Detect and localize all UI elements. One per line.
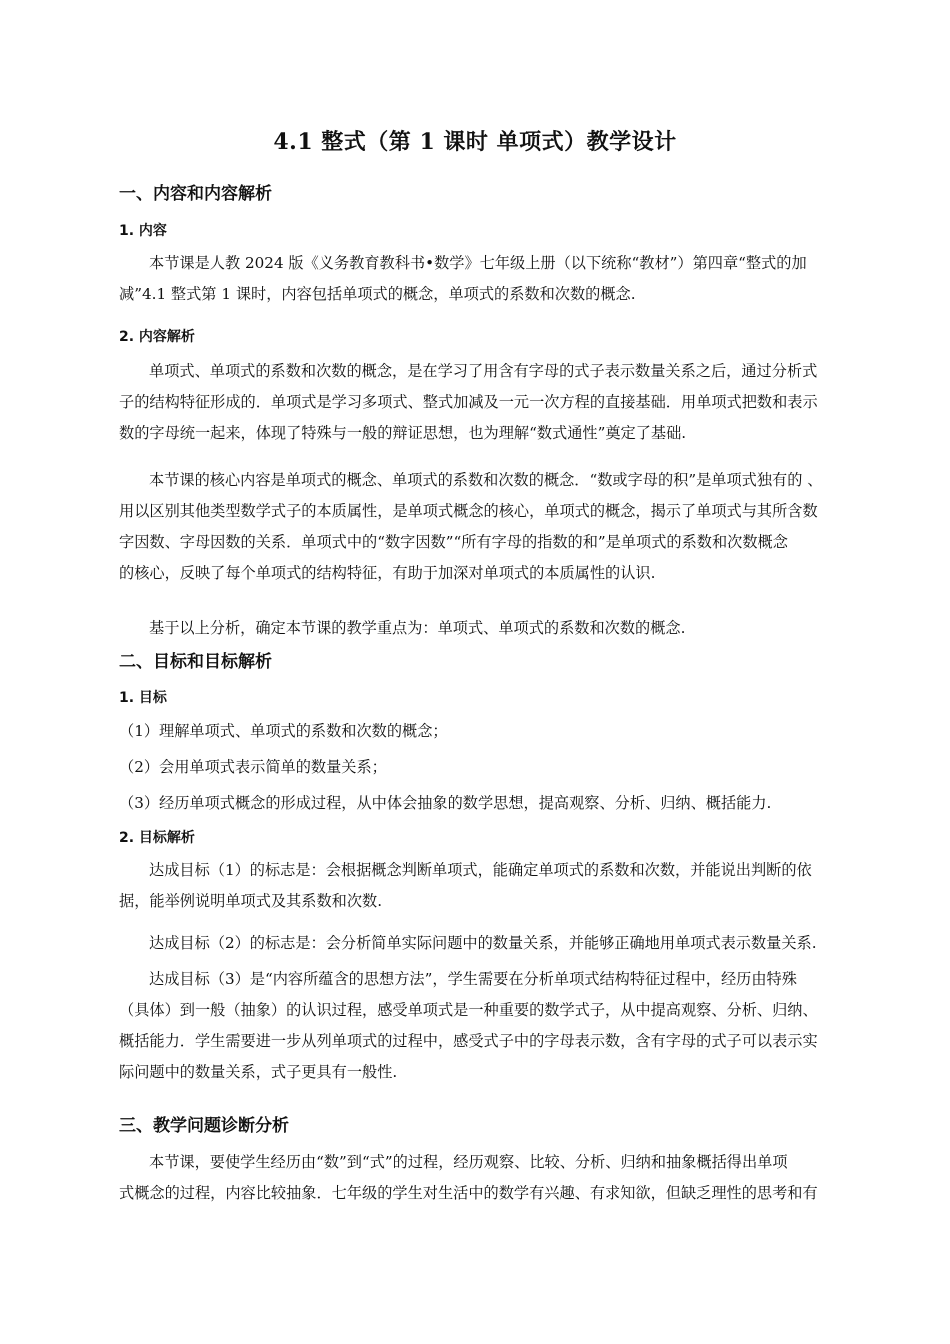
paragraph-line: 式概念的过程，内容比较抽象．七年级的学生对生活中的数学有兴趣、有求知欲，但缺乏理性的思考和有 — [119, 1184, 818, 1202]
paragraph-line: 达成目标（2）的标志是：会分析简单实际问题中的数量关系，并能够正确地用单项式表示数量关系. — [149, 934, 817, 952]
paragraph-line: 际问题中的数量关系，式子更具有一般性. — [119, 1063, 398, 1081]
goal-item-1: （1）理解单项式、单项式的系数和次数的概念； — [119, 722, 448, 740]
paragraph-line: 子的结构特征形成的．单项式是学习多项式、整式加减及一元一次方程的直接基础．用单项式把数和表示 — [119, 393, 818, 411]
paragraph-goals-analysis-1 — [119, 855, 869, 917]
paragraph-line: 达成目标（1）的标志是：会根据概念判断单项式，能确定单项式的系数和次数，并能说出判断的依 — [149, 861, 812, 879]
paragraph-line: 概括能力．学生需要进一步从列单项式的过程中，感受式子中的字母表示数，含有字母的式子可以表示实 — [119, 1032, 818, 1050]
paragraph-line: 据，能举例说明单项式及其系数和次数. — [119, 892, 383, 910]
paragraph-line: （具体）到一般（抽象）的认识过程，感受单项式是一种重要的数学式子，从中提高观察、分析、归纳、 — [119, 1001, 818, 1019]
subheading-goals: 1. 目标 — [119, 690, 167, 706]
paragraph-line: 达成目标（3）是“内容所蕴含的思想方法”，学生需要在分析单项式结构特征过程中，经历由特殊 — [149, 970, 797, 988]
goal-item-3: （3）经历单项式概念的形成过程，从中体会抽象的数学思想，提高观察、分析、归纳、概括能力. — [119, 794, 772, 812]
section-heading-diagnosis: 三、教学问题诊断分析 — [119, 1116, 289, 1136]
paragraph-line: 单项式、单项式的系数和次数的概念，是在学习了用含有字母的式子表示数量关系之后，通过分析式 — [149, 362, 818, 380]
paragraph-line: 数的字母统一起来，体现了特殊与一般的辩证思想，也为理解“数式通性”奠定了基础. — [119, 424, 687, 442]
paragraph-line: 用以区别其他类型数学式子的本质属性，是单项式概念的核心，单项式的概念，揭示了单项式与其所含数 — [119, 502, 818, 520]
paragraph-line: 本节课的核心内容是单项式的概念、单项式的系数和次数的概念．“数或字母的积”是单项式独有的 、 — [149, 471, 823, 489]
paragraph-line: 本节课，要使学生经历由“数”到“式”的过程，经历观察、比较、分析、归纳和抽象概括得出单项 — [149, 1153, 788, 1171]
paragraph-goals-analysis-2 — [119, 928, 869, 959]
paragraph-diagnosis-1 — [119, 1147, 869, 1209]
section-heading-goals: 二、目标和目标解析 — [119, 652, 272, 672]
paragraph-line: 减”4.1 整式第 1 课时，内容包括单项式的概念，单项式的系数和次数的概念. — [119, 285, 636, 303]
paragraph-content — [119, 248, 869, 310]
section-heading-content: 一、内容和内容解析 — [119, 184, 272, 204]
paragraph-line: 的核心，反映了每个单项式的结构特征，有助于加深对单项式的本质属性的认识. — [119, 564, 656, 582]
paragraph-content-analysis-1 — [119, 356, 869, 449]
subheading-content-analysis: 2. 内容解析 — [119, 329, 195, 345]
goal-item-2: （2）会用单项式表示简单的数量关系； — [119, 758, 387, 776]
paragraph-goals-analysis-3 — [119, 964, 869, 1088]
paragraph-line: 本节课是人教 2024 版《义务教育教科书•数学》七年级上册（以下统称“教材”）第四章“整式的加 — [149, 254, 807, 272]
paragraph-content-analysis-2 — [119, 465, 869, 589]
document-title: 4.1 整式（第 1 课时 单项式）教学设计 — [273, 129, 677, 155]
paragraph-content-analysis-3 — [119, 613, 869, 644]
paragraph-line: 字因数、字母因数的关系．单项式中的“数字因数”“所有字母的指数的和”是单项式的系数和次数概念 — [119, 533, 788, 551]
paragraph-line: 基于以上分析，确定本节课的教学重点为：单项式、单项式的系数和次数的概念. — [149, 619, 686, 637]
subheading-goals-analysis: 2. 目标解析 — [119, 830, 195, 846]
subheading-content: 1. 内容 — [119, 223, 167, 239]
